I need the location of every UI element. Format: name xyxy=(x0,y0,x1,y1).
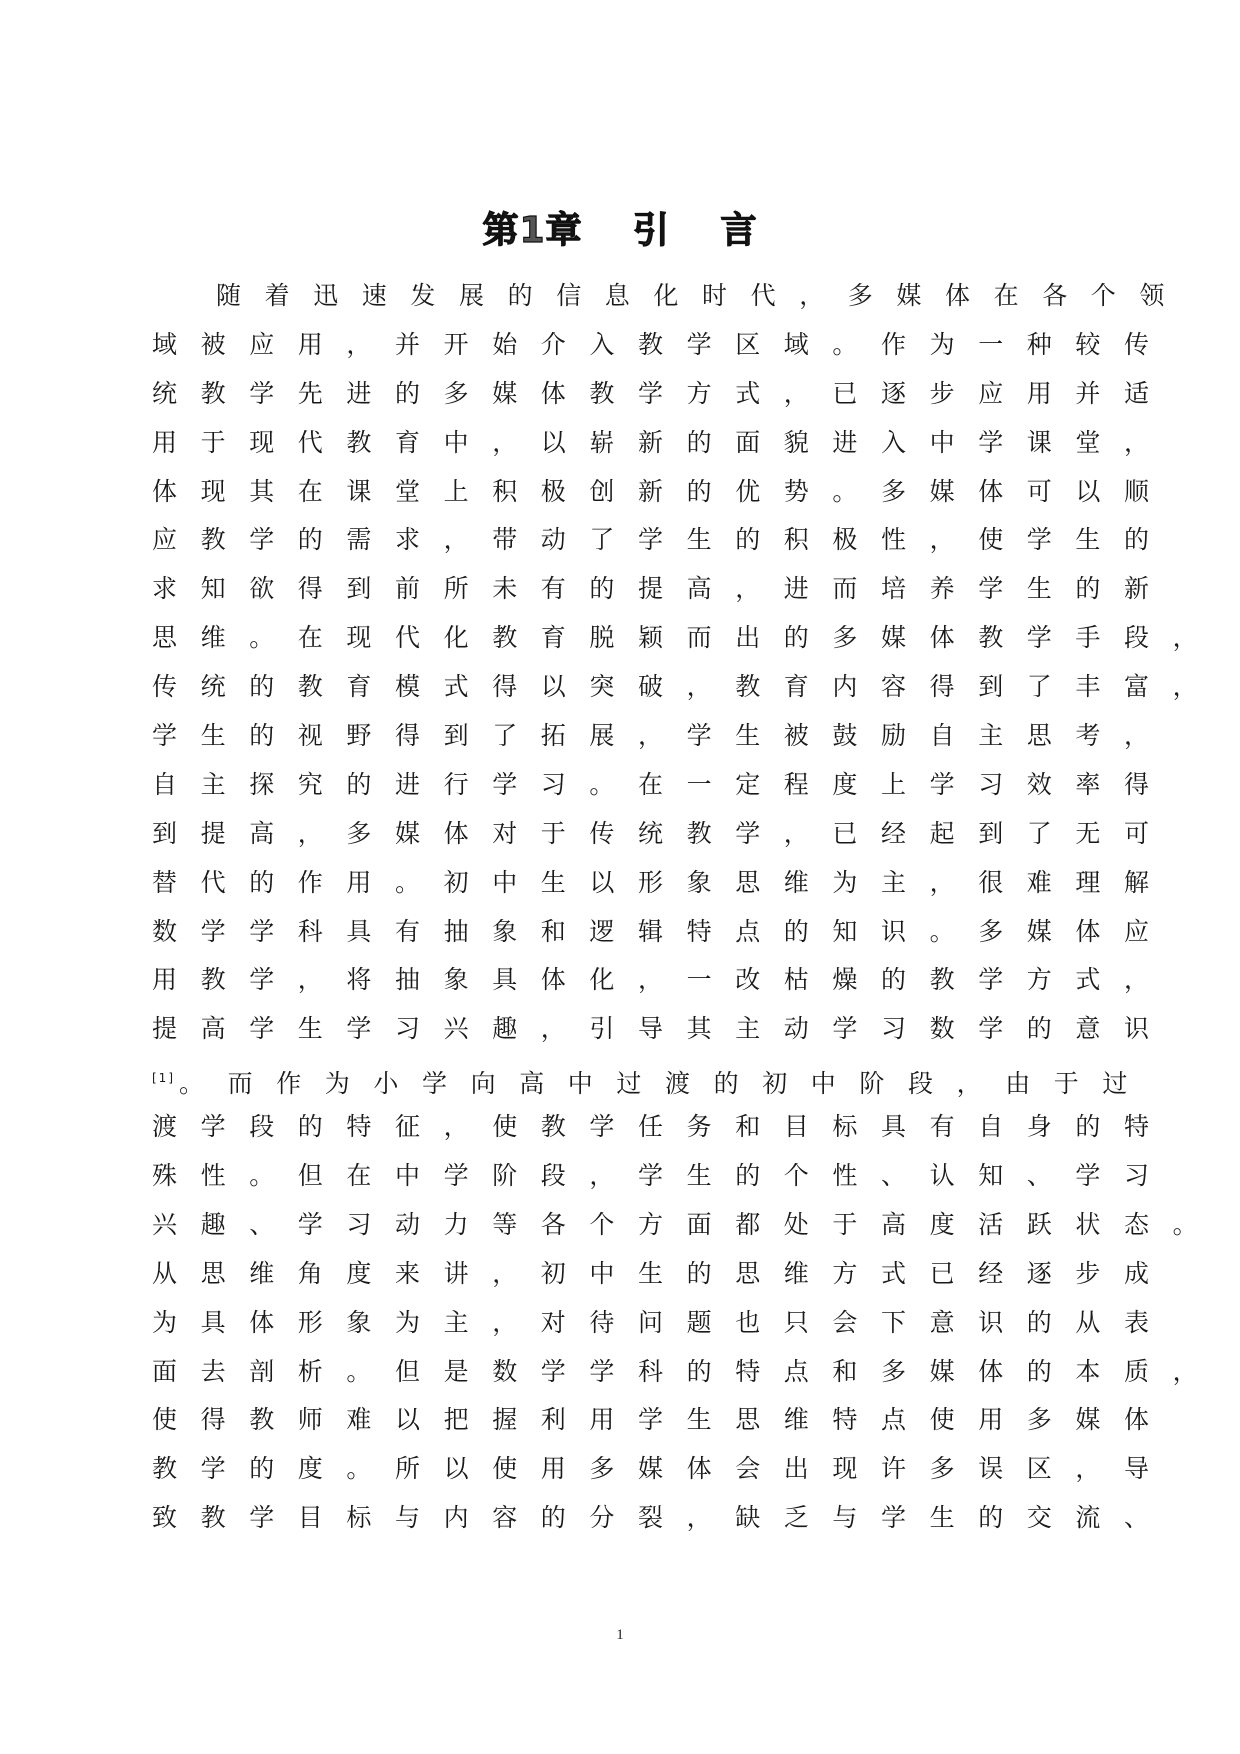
text-line: 使得教师难以把握利用学生思维特点使用多媒体 xyxy=(152,1405,1173,1435)
text-line: 面去剖析。但是数学学科的特点和多媒体的本质， xyxy=(152,1356,1222,1386)
text-line: 随着迅速发展的信息化时代，多媒体在各个领 xyxy=(216,281,1189,310)
text-line: 域被应用，并开始介入教学区域。作为一种较传 xyxy=(152,329,1173,359)
text-line: 应教学的需求，带动了学生的积极性，使学生的 xyxy=(152,525,1173,555)
text-line: 从思维角度来讲，初中生的思维方式已经逐步成 xyxy=(152,1258,1173,1288)
text-line: 求知欲得到前所未有的提高，进而培养学生的新 xyxy=(152,574,1173,604)
text-line: 数学学科具有抽象和逻辑特点的知识。多媒体应 xyxy=(152,916,1173,946)
chapter-title: 第1章 引 言 xyxy=(482,210,758,251)
text-line: 提高学生学习兴趣，引导其主动学习数学的意识 xyxy=(152,1014,1173,1044)
text-line: 用教学，将抽象具体化，一改枯燥的教学方式， xyxy=(152,965,1173,995)
text-line: 用于现代教育中，以崭新的面貌进入中学课堂， xyxy=(152,427,1173,457)
text-line: 渡学段的特征，使教学任务和目标具有自身的特 xyxy=(152,1112,1173,1142)
text-line: 兴趣、学习动力等各个方面都处于高度活跃状态。 xyxy=(152,1209,1222,1239)
text-line: 到提高，多媒体对于传统教学，已经起到了无可 xyxy=(152,818,1173,848)
text-line: 替代的作用。初中生以形象思维为主，很难理解 xyxy=(152,867,1173,897)
page-number: 1 xyxy=(616,1627,624,1643)
body-paragraph xyxy=(152,272,1222,1543)
text-line: 致教学目标与内容的分裂，缺乏与学生的交流、 xyxy=(152,1503,1173,1533)
text-line: 传统的教育模式得以突破，教育内容得到了丰富， xyxy=(152,672,1222,702)
text-line-with-citation xyxy=(152,1054,1152,1103)
text-line: 体现其在课堂上积极创新的优势。多媒体可以顺 xyxy=(152,476,1173,506)
text-line: 思维。在现代化教育脱颖而出的多媒体教学手段， xyxy=(152,623,1222,653)
text-line: 。而作为小学向高中过渡的初中阶段，由于过 xyxy=(179,1069,1152,1099)
text-line: 自主探究的进行学习。在一定程度上学习效率得 xyxy=(152,769,1173,799)
text-line: 统教学先进的多媒体教学方式，已逐步应用并适 xyxy=(152,378,1173,408)
citation-marker[interactable]: [1] xyxy=(152,1071,175,1086)
text-line: 教学的度。所以使用多媒体会出现许多误区，导 xyxy=(152,1454,1173,1484)
text-line: 殊性。但在中学阶段，学生的个性、认知、学习 xyxy=(152,1161,1173,1191)
text-line: 为具体形象为主，对待问题也只会下意识的从表 xyxy=(152,1307,1173,1337)
text-line: 学生的视野得到了拓展，学生被鼓励自主思考， xyxy=(152,721,1173,751)
